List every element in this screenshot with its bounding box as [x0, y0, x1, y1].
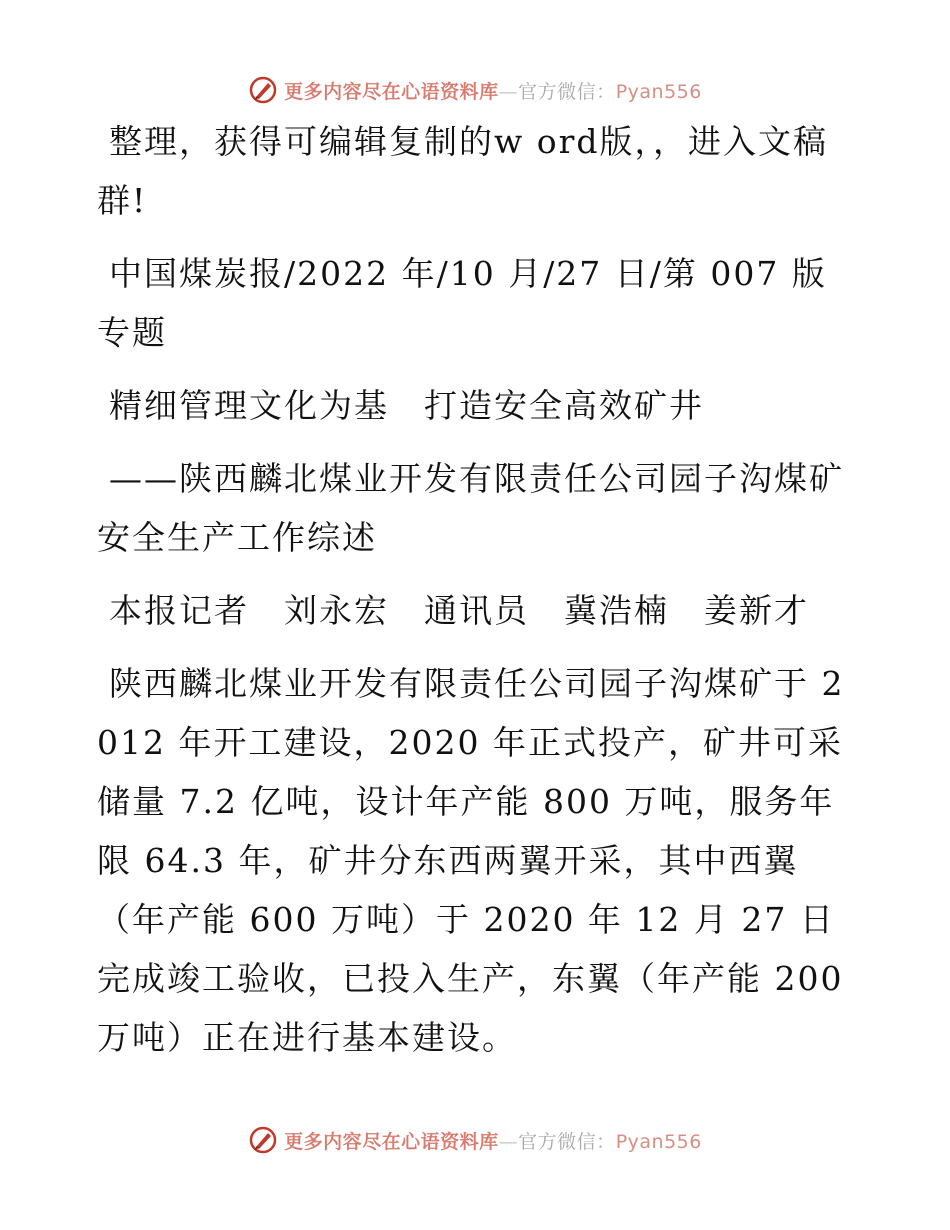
article-subtitle: ——陕西麟北煤业开发有限责任公司园子沟煤矿安全生产工作综述	[97, 459, 844, 557]
source-line: 中国煤炭报/2022 年/10 月/27 日/第 007 版专题	[97, 254, 827, 352]
watermark-handle: Pyan556	[615, 1130, 702, 1153]
article-title: 精细管理文化为基 打造安全高效矿井	[109, 386, 704, 425]
watermark-text	[284, 1127, 702, 1154]
watermark-handle: Pyan556	[615, 80, 702, 103]
watermark-label: 官方微信：	[518, 1130, 616, 1153]
watermark-label: 官方微信：	[518, 80, 616, 103]
pen-logo-icon	[248, 75, 278, 105]
watermark-brand: 更多内容尽在心语资料库	[284, 80, 499, 103]
footer-watermark	[0, 1120, 950, 1160]
watermark-text	[284, 77, 702, 104]
body-paragraph: 陕西麟北煤业开发有限责任公司园子沟煤矿于 2012 年开工建设，2020 年正式投产，矿井可采储量 7.2 亿吨，设计年产能 800 万吨，服务年限 64.3 年，矿井分东西两翼开采，其中西翼（年产能 600 万吨）于 2020 年 12 月 27 日完成竣工验收，已投入生产，东翼（年产能 200 万吨）正在进行基本建设。	[97, 664, 845, 1057]
watermark-separator: —	[498, 80, 519, 103]
watermark-separator: —	[498, 1130, 519, 1153]
header-watermark	[0, 70, 950, 110]
watermark-brand: 更多内容尽在心语资料库	[284, 1130, 499, 1153]
document-body	[97, 112, 857, 1067]
byline: 本报记者 刘永宏 通讯员 冀浩楠 姜新才	[109, 591, 809, 630]
intro-paragraph: 整理，获得可编辑复制的w ord版，，进入文稿群!	[97, 122, 829, 220]
pen-logo-icon	[248, 1125, 278, 1155]
